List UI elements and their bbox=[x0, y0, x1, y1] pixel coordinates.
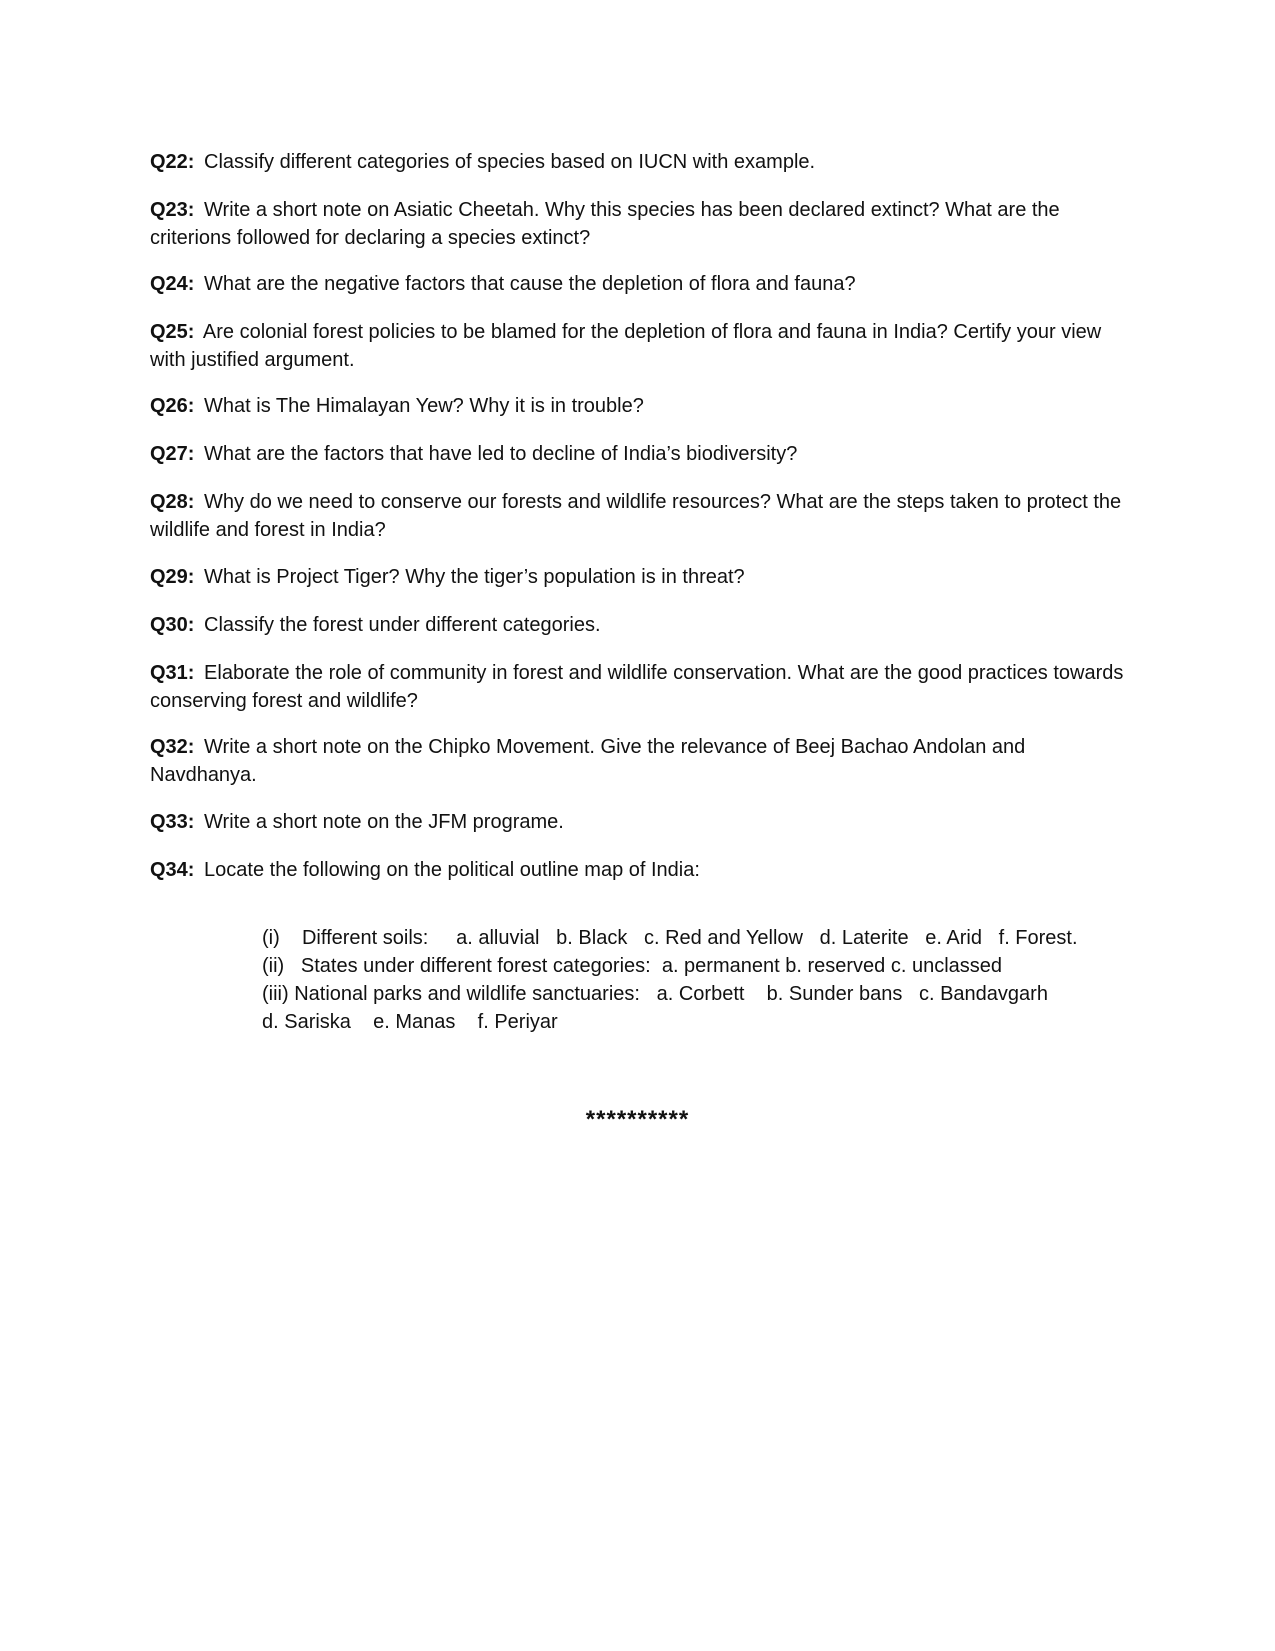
question-q23 bbox=[150, 196, 1130, 252]
q34-item-parks: (iii) National parks and wildlife sanctuaries: a. Corbett b. Sunder bans c. Bandavgarh bbox=[262, 983, 1048, 1005]
question-text: Classify different categories of species based on IUCN with example. bbox=[204, 151, 816, 173]
question-q28 bbox=[150, 488, 1130, 544]
question-number: Q31: bbox=[150, 662, 195, 684]
question-q29 bbox=[150, 563, 1130, 591]
question-text: Are colonial forest policies to be blamed for the depletion of flora and fauna in India? Certify your view with justified argument. bbox=[150, 321, 1102, 371]
question-text: Write a short note on the Chipko Movement. Give the relevance of Beej Bachao Andolan and Navdhanya. bbox=[150, 736, 1026, 786]
question-number: Q26: bbox=[150, 395, 195, 417]
q34-item-forest-states: (ii) States under different forest categories: a. permanent b. reserved c. unclassed bbox=[262, 955, 1003, 977]
question-q34 bbox=[150, 856, 1130, 884]
q34-sub-items bbox=[262, 924, 1142, 1036]
question-number: Q24: bbox=[150, 273, 195, 295]
question-number: Q33: bbox=[150, 811, 195, 833]
question-text: What is The Himalayan Yew? Why it is in trouble? bbox=[204, 395, 644, 417]
question-text: Write a short note on Asiatic Cheetah. Why this species has been declared extinct? What are the criterions followed for declaring a species extinct? bbox=[150, 199, 1060, 249]
question-text: Why do we need to conserve our forests and wildlife resources? What are the steps taken to protect the wildlife and forest in India? bbox=[150, 491, 1122, 541]
question-text: What are the negative factors that cause the depletion of flora and fauna? bbox=[204, 273, 856, 295]
question-text: What is Project Tiger? Why the tiger’s population is in threat? bbox=[204, 566, 745, 588]
question-text: What are the factors that have led to decline of India’s biodiversity? bbox=[204, 443, 798, 465]
end-of-document-mark: ********** bbox=[585, 1106, 690, 1133]
question-number: Q32: bbox=[150, 736, 195, 758]
question-text: Classify the forest under different categories. bbox=[204, 614, 601, 636]
question-number: Q34: bbox=[150, 859, 195, 881]
question-number: Q29: bbox=[150, 566, 195, 588]
question-q31 bbox=[150, 659, 1130, 715]
question-q22 bbox=[150, 148, 1130, 176]
question-q26 bbox=[150, 392, 1130, 420]
question-number: Q27: bbox=[150, 443, 195, 465]
question-number: Q25: bbox=[150, 321, 195, 343]
question-q32 bbox=[150, 733, 1130, 789]
question-q27 bbox=[150, 440, 1130, 468]
q34-item-parks-continued: d. Sariska e. Manas f. Periyar bbox=[262, 1011, 558, 1033]
question-number: Q30: bbox=[150, 614, 195, 636]
question-text: Locate the following on the political outline map of India: bbox=[204, 859, 700, 881]
question-q25 bbox=[150, 318, 1130, 374]
question-number: Q23: bbox=[150, 199, 195, 221]
question-q30 bbox=[150, 611, 1130, 639]
question-number: Q22: bbox=[150, 151, 195, 173]
question-q24 bbox=[150, 270, 1130, 298]
question-text: Write a short note on the JFM programe. bbox=[204, 811, 564, 833]
question-q33 bbox=[150, 808, 1130, 836]
question-text: Elaborate the role of community in forest and wildlife conservation. What are the good practices towards conserving forest and wildlife? bbox=[150, 662, 1124, 712]
question-number: Q28: bbox=[150, 491, 195, 513]
q34-item-soils: (i) Different soils: a. alluvial b. Black c. Red and Yellow d. Laterite e. Arid f. Forest. bbox=[262, 927, 1078, 949]
